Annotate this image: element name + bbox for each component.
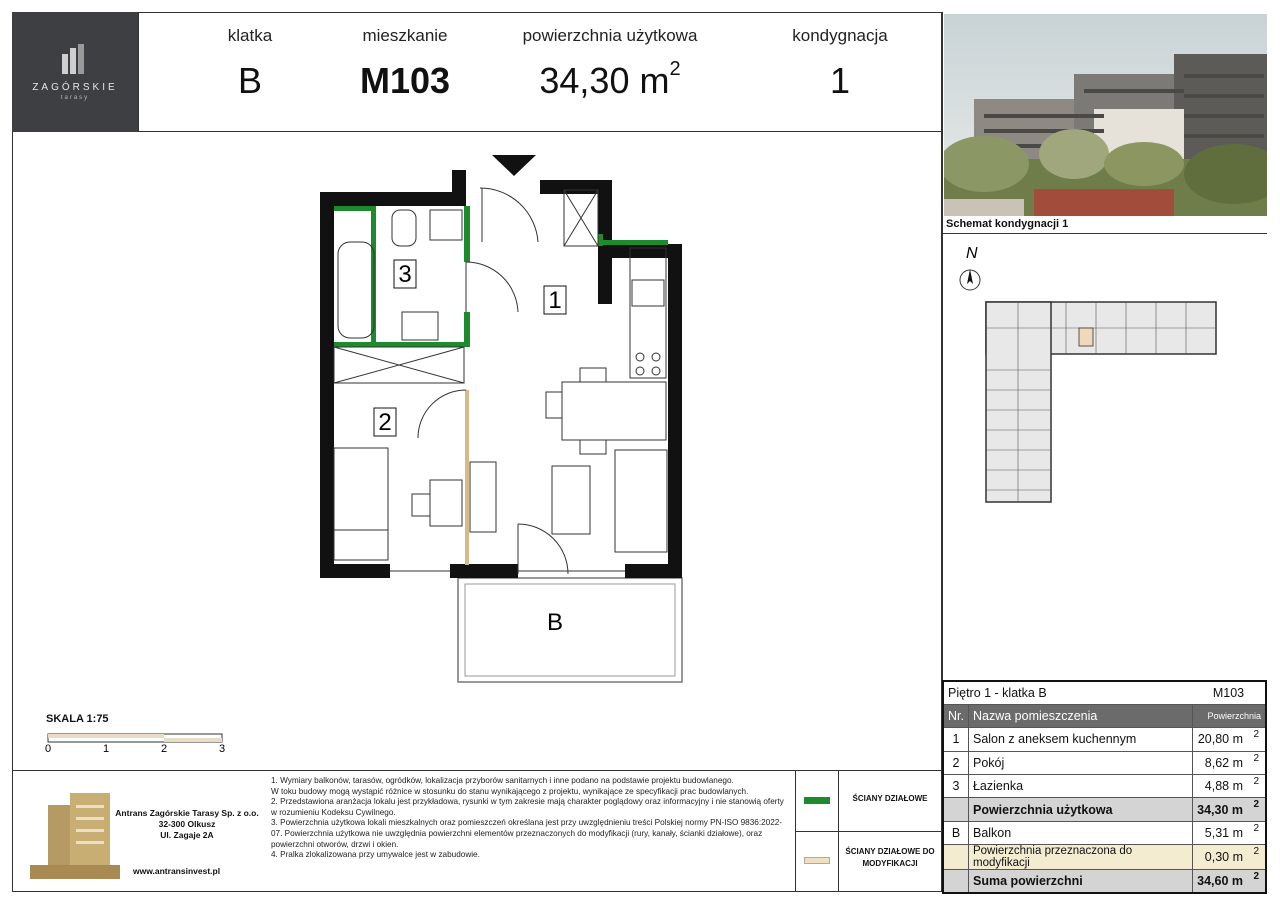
modify-nr bbox=[943, 845, 968, 870]
company-website[interactable]: www.antransinvest.pl bbox=[133, 866, 221, 876]
total-sup: 2 bbox=[1253, 871, 1259, 883]
company-logo bbox=[30, 785, 120, 885]
header-divider bbox=[138, 12, 139, 132]
row-3-area-value: 4,88 m bbox=[1204, 779, 1243, 794]
header-powierzchnia bbox=[515, 26, 705, 102]
table-floor: Piętro 1 - klatka B bbox=[943, 681, 1192, 704]
schematic-divider bbox=[942, 233, 1267, 234]
room-table bbox=[942, 680, 1267, 894]
scale-tick-0: 0 bbox=[44, 743, 52, 754]
table-row bbox=[943, 751, 1266, 774]
scale-title: SKALA 1:75 bbox=[46, 713, 109, 725]
mieszkanie-value: M103 bbox=[359, 60, 451, 101]
balcony-sup: 2 bbox=[1253, 822, 1259, 834]
legend-swatch-partition bbox=[804, 797, 830, 804]
row-3-nr: 3 bbox=[943, 775, 968, 798]
notes bbox=[271, 776, 791, 861]
col-area: Powierzchnia bbox=[1192, 704, 1266, 727]
row-1-name: Salon z aneksem kuchennym bbox=[968, 728, 1192, 751]
kondygnacja-label: kondygnacja bbox=[792, 26, 888, 45]
floor-plan bbox=[300, 150, 700, 690]
logo-brand: ZAGÓRSKIE bbox=[32, 81, 118, 93]
note-4: 4. Pralka zlokalizowana przy umywalce jest w zabudowie. bbox=[271, 850, 480, 860]
col-name: Nazwa pomieszczenia bbox=[968, 704, 1192, 727]
balcony-outline bbox=[458, 578, 682, 682]
klatka-label: klatka bbox=[227, 26, 273, 45]
table-header-row bbox=[943, 704, 1266, 727]
balcony-inner bbox=[465, 584, 675, 676]
legend-label-partition: ŚCIANY DZIAŁOWE bbox=[852, 794, 928, 803]
row-3-sup: 2 bbox=[1253, 776, 1259, 788]
row-2-area bbox=[1192, 751, 1266, 774]
entrance-marker-icon bbox=[492, 155, 536, 176]
balcony-row bbox=[943, 821, 1266, 844]
row-1-nr: 1 bbox=[943, 728, 968, 751]
row-2-nr: 2 bbox=[943, 751, 968, 774]
row-3-name: Łazienka bbox=[968, 775, 1192, 798]
building-logo-icon bbox=[62, 44, 88, 74]
company-name: Antrans Zagórskie Tarasy Sp. z o.o. bbox=[115, 808, 259, 818]
header-bottom-line bbox=[138, 131, 942, 132]
table-unit: M103 bbox=[1192, 681, 1266, 704]
scale-tick-2: 2 bbox=[160, 743, 168, 754]
row-3-area bbox=[1192, 775, 1266, 798]
highlighted-unit bbox=[1079, 328, 1093, 346]
table-title-row bbox=[943, 681, 1266, 704]
north-arrow-icon bbox=[967, 269, 973, 284]
row-2-name: Pokój bbox=[968, 751, 1192, 774]
usable-area-row bbox=[943, 798, 1266, 821]
note-3: 3. Powierzchnia użytkowa lokali mieszkalnych oraz pomieszczeń określana jest przy uwzględnieniu treści Polskiej normy PN-ISO 9836:2022-07. Powierzchnia użytkowa nie uwzględnia powierzchni elementów przeznaczonych do modyfikacji (rury, kanały, ścianki działowe), oraz powierzchni otworów, drzwi i okien. bbox=[271, 818, 783, 849]
total-area-value: 34,60 m bbox=[1197, 874, 1243, 889]
partition-walls bbox=[334, 206, 668, 347]
brand-logo bbox=[12, 12, 138, 132]
row-2-area-value: 8,62 m bbox=[1204, 755, 1243, 770]
balcony-name: Balkon bbox=[968, 821, 1192, 844]
total-row bbox=[943, 870, 1266, 893]
floor-schematic bbox=[946, 240, 1246, 510]
north-label: N bbox=[966, 245, 978, 262]
total-nr bbox=[943, 870, 968, 893]
usable-area bbox=[1192, 798, 1266, 821]
total-area bbox=[1192, 870, 1266, 893]
room-3-number: 3 bbox=[398, 261, 412, 288]
room-1-number: 1 bbox=[548, 287, 562, 314]
header-mieszkanie bbox=[345, 26, 465, 102]
header-klatka bbox=[205, 26, 295, 102]
company-street: Ul. Zagaje 2A bbox=[160, 830, 214, 840]
row-1-sup: 2 bbox=[1253, 729, 1259, 741]
modify-name: Powierzchnia przeznaczona do modyfikacji bbox=[968, 845, 1192, 870]
note-1: 1. Wymiary balkonów, tarasów, ogródków, lokalizacja przyborów sanitarnych i inne podano na podstawie projektu budowlanego. bbox=[271, 776, 734, 785]
col-nr: Nr. bbox=[943, 704, 968, 727]
scale-tick-1: 1 bbox=[102, 743, 110, 754]
legend-swatch-modifiable bbox=[804, 857, 830, 864]
company-city: 32-300 Olkusz bbox=[158, 819, 216, 829]
modify-row bbox=[943, 845, 1266, 870]
note-2: 2. Przedstawiona aranżacja lokalu jest przykładowa, rysunki w tym zakresie mają charakter poglądowy oraz informacyjny i nie stanowią oferty w rozumieniu Kodeksu Cywilnego. bbox=[271, 797, 784, 817]
modifiable-wall bbox=[465, 390, 469, 565]
usable-sup: 2 bbox=[1253, 799, 1259, 811]
kondygnacja-value: 1 bbox=[829, 60, 851, 101]
logo-sub: tarasy bbox=[60, 94, 90, 101]
usable-name: Powierzchnia użytkowa bbox=[968, 798, 1192, 821]
usable-nr bbox=[943, 798, 968, 821]
row-1-area bbox=[1192, 728, 1266, 751]
powierzchnia-sup: 2 bbox=[669, 58, 681, 80]
legend-divider bbox=[795, 831, 942, 832]
building-render-image bbox=[944, 14, 1267, 216]
row-2-sup: 2 bbox=[1253, 752, 1259, 764]
powierzchnia-number: 34,30 m bbox=[539, 60, 670, 101]
balcony-label: B bbox=[546, 609, 564, 636]
balcony-area-value: 5,31 m bbox=[1204, 826, 1243, 841]
row-1-area-value: 20,80 m bbox=[1197, 732, 1243, 747]
scale-tick-3: 3 bbox=[218, 743, 226, 754]
schematic-title: Schemat kondygnacji 1 bbox=[946, 218, 1069, 230]
modify-area bbox=[1192, 845, 1266, 870]
table-row bbox=[943, 775, 1266, 798]
powierzchnia-label: powierzchnia użytkowa bbox=[522, 26, 698, 45]
mieszkanie-label: mieszkanie bbox=[362, 26, 448, 45]
klatka-value: B bbox=[237, 60, 262, 101]
note-1b: W toku budowy mogą wystąpić różnice w stosunku do stanu wynikającego z projektu, wynikające ze specyfikacji prac budowlanych. bbox=[271, 786, 749, 796]
modify-sup: 2 bbox=[1253, 846, 1259, 858]
total-name: Suma powierzchni bbox=[968, 870, 1192, 893]
balcony-nr: B bbox=[943, 821, 968, 844]
room-2-number: 2 bbox=[378, 409, 392, 436]
usable-area-value: 34,30 m bbox=[1197, 802, 1243, 817]
modify-area-value: 0,30 m bbox=[1204, 850, 1243, 865]
scale-bar bbox=[44, 728, 234, 754]
footer-divider bbox=[12, 770, 942, 771]
powierzchnia-value bbox=[515, 60, 705, 102]
header-kondygnacja bbox=[785, 26, 895, 102]
company-info bbox=[112, 808, 262, 841]
balcony-area bbox=[1192, 821, 1266, 844]
table-row bbox=[943, 728, 1266, 751]
legend-label-modifiable: ŚCIANY DZIAŁOWE DO MODYFIKACJI bbox=[845, 847, 935, 868]
